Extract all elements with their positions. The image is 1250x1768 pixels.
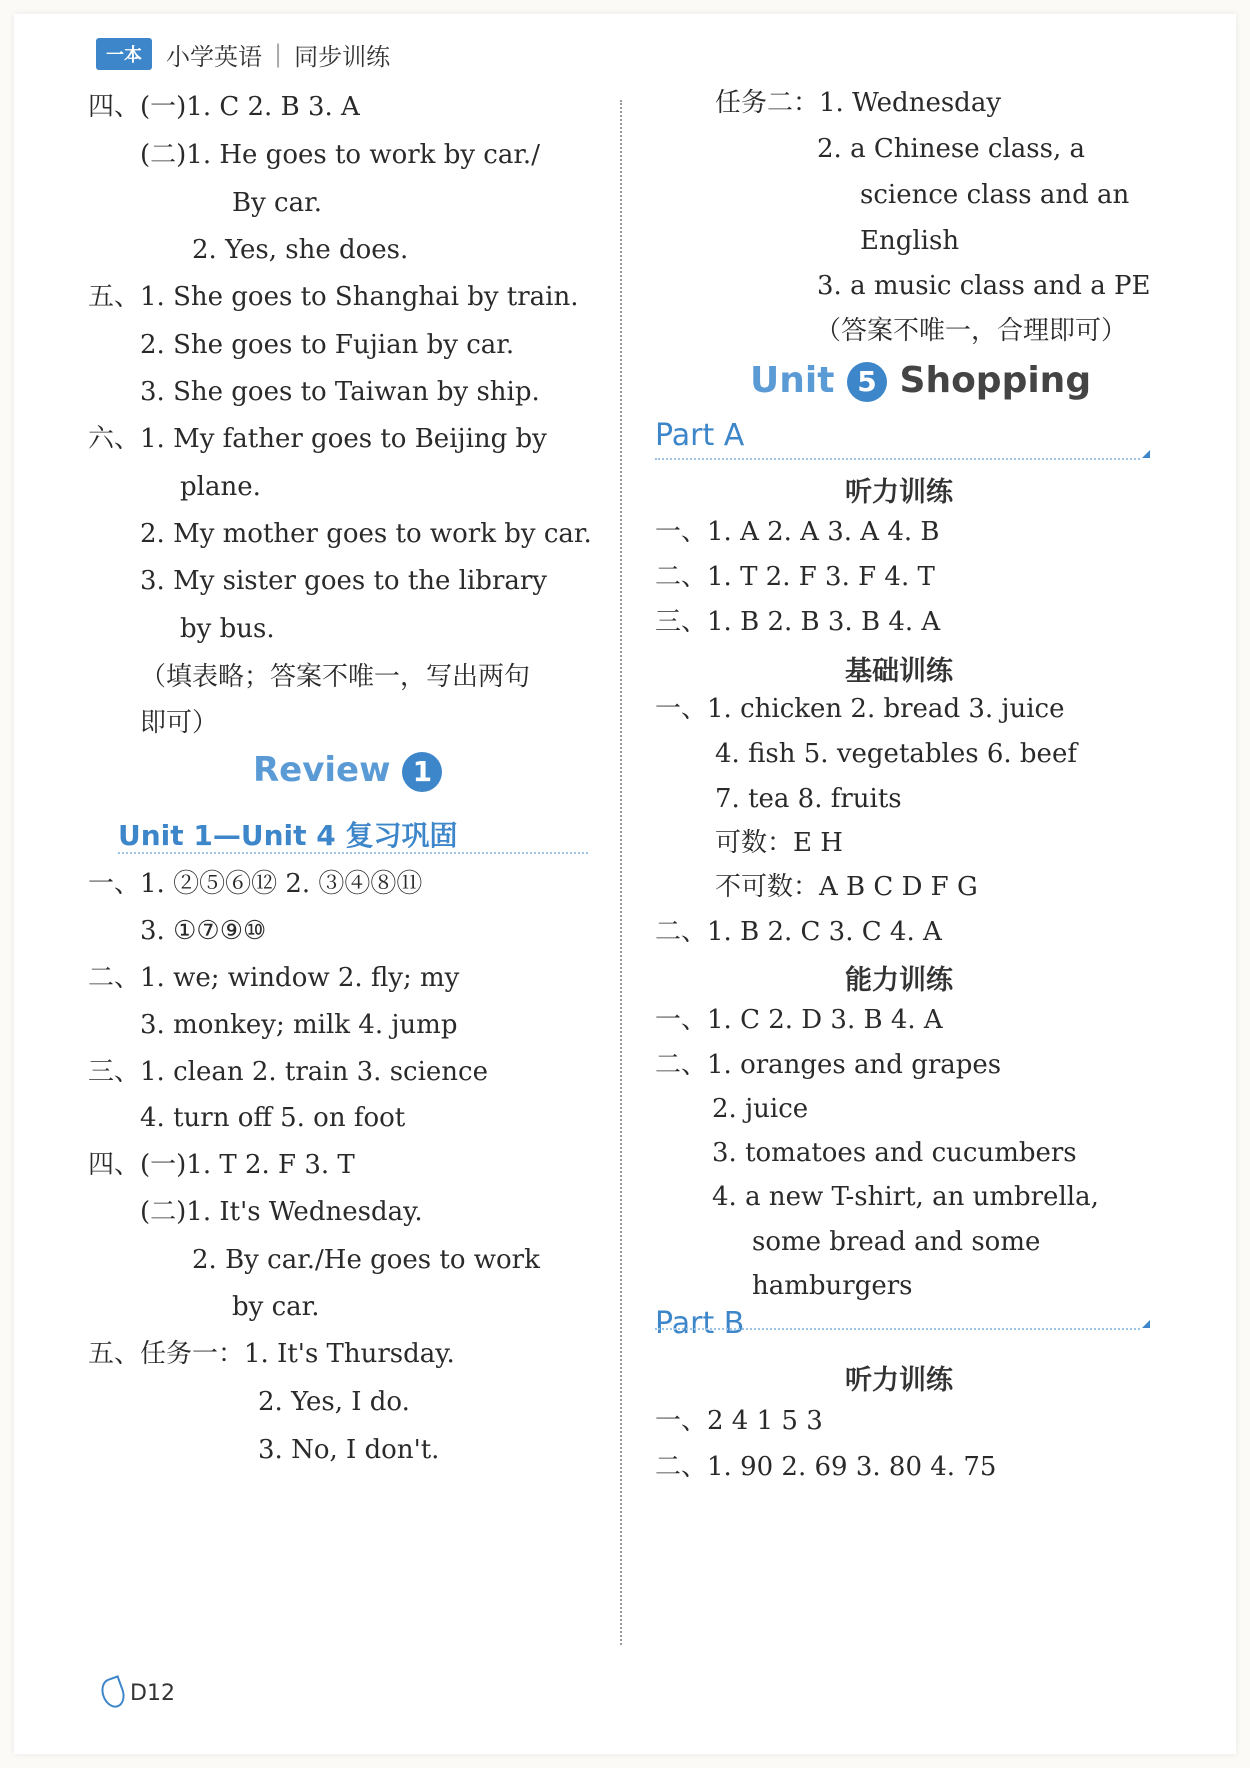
rule-end-marker xyxy=(1142,450,1150,458)
answer-line: 3. tomatoes and cucumbers xyxy=(712,1138,1077,1168)
answer-line: 一、2 4 1 5 3 xyxy=(655,1406,823,1436)
answer-line: 二、1. B 2. C 3. C 4. A xyxy=(655,917,942,947)
unit-number-badge: 5 xyxy=(847,362,887,402)
answer-line: 3. a music class and a PE xyxy=(817,271,1151,301)
answer-line: 3. ①⑦⑨⑩ xyxy=(140,916,267,946)
answer-line: 2. Yes, I do. xyxy=(258,1387,410,1417)
page-header xyxy=(96,36,390,72)
part-a-heading: Part A xyxy=(655,418,745,453)
answer-line: 三、1. B 2. B 3. B 4. A xyxy=(655,607,941,637)
header-separator: | xyxy=(274,40,283,68)
unit-name: Shopping xyxy=(899,360,1092,401)
answer-line: 不可数：A B C D F G xyxy=(715,872,978,902)
answer-note: （填表略；答案不唯一，写出两句 xyxy=(140,662,531,692)
answer-line: (二)1. He goes to work by car./ xyxy=(140,140,540,170)
ability-heading: 能力训练 xyxy=(845,965,953,996)
section-rule xyxy=(655,1328,1140,1330)
answer-line: 2. Yes, she does. xyxy=(192,235,409,265)
answer-line: 3. monkey; milk 4. jump xyxy=(140,1010,458,1040)
answer-line: 二、1. 90 2. 69 3. 80 4. 75 xyxy=(655,1452,997,1482)
part-b-heading: Part B xyxy=(655,1306,745,1341)
answer-line: 二、1. T 2. F 3. F 4. T xyxy=(655,562,935,592)
answer-line: some bread and some xyxy=(752,1227,1041,1257)
unit-label: Unit xyxy=(750,360,835,401)
answer-line: 7. tea 8. fruits xyxy=(715,784,902,814)
publisher-logo: 一本 xyxy=(96,38,152,70)
answer-line: English xyxy=(860,226,960,256)
answer-line: 2. a Chinese class, a xyxy=(817,134,1086,164)
answer-line: 2. By car./He goes to work xyxy=(192,1245,540,1275)
answer-note: 即可） xyxy=(140,708,219,738)
answer-line: 一、1. chicken 2. bread 3. juice xyxy=(655,694,1065,724)
column-divider xyxy=(620,100,622,1645)
answer-line: By car. xyxy=(232,188,322,218)
review-label: Review xyxy=(253,750,391,790)
answer-line: 任务二：1. Wednesday xyxy=(715,88,1002,118)
review-title xyxy=(253,750,442,792)
answer-line: by bus. xyxy=(180,614,275,644)
answer-line: 四、(一)1. C 2. B 3. A xyxy=(88,92,360,122)
answer-line: 3. No, I don't. xyxy=(258,1435,440,1465)
answer-line: science class and an xyxy=(860,180,1130,210)
section-rule xyxy=(118,852,588,854)
answer-line: 2. My mother goes to work by car. xyxy=(140,519,592,549)
subject-label: 小学英语 xyxy=(166,42,262,71)
answer-line: 3. She goes to Taiwan by ship. xyxy=(140,377,540,407)
answer-line: 2. She goes to Fujian by car. xyxy=(140,330,515,360)
answer-line: 2. juice xyxy=(712,1094,809,1124)
review-number-badge: 1 xyxy=(402,752,442,792)
rule-end-marker xyxy=(1142,1320,1150,1328)
answer-line: 4. fish 5. vegetables 6. beef xyxy=(715,739,1077,769)
answer-line: plane. xyxy=(180,472,261,502)
listening-heading-b: 听力训练 xyxy=(845,1365,953,1396)
answer-line: 3. My sister goes to the library xyxy=(140,566,547,596)
unit-title xyxy=(750,360,1091,402)
answer-line: 一、1. A 2. A 3. A 4. B xyxy=(655,517,940,547)
answer-line: 二、1. we; window 2. fly; my xyxy=(88,963,460,993)
section-rule xyxy=(655,458,1140,460)
page-footer xyxy=(102,1678,175,1708)
leaf-icon xyxy=(98,1675,129,1711)
answer-line: 一、1. ②⑤⑥⑫ 2. ③④⑧⑪ xyxy=(88,869,423,899)
answer-note: （答案不唯一，合理即可） xyxy=(815,316,1128,346)
answer-line: 六、1. My father goes to Beijing by xyxy=(88,424,547,454)
answer-line: hamburgers xyxy=(752,1271,913,1301)
answer-line: 五、任务一：1. It's Thursday. xyxy=(88,1339,455,1369)
answer-line: 三、1. clean 2. train 3. science xyxy=(88,1057,488,1087)
review-subtitle: Unit 1—Unit 4 复习巩固 xyxy=(118,819,458,852)
answer-line: by car. xyxy=(232,1292,320,1322)
page-number: D12 xyxy=(130,1680,175,1706)
basic-heading: 基础训练 xyxy=(845,656,953,687)
answer-line: 二、1. oranges and grapes xyxy=(655,1050,1002,1080)
answer-line: 可数：E H xyxy=(715,828,843,858)
listening-heading: 听力训练 xyxy=(845,477,953,508)
series-label: 同步训练 xyxy=(294,42,391,71)
answer-line: 四、(一)1. T 2. F 3. T xyxy=(88,1150,355,1180)
answer-line: 4. a new T-shirt, an umbrella, xyxy=(712,1182,1099,1212)
answer-line: (二)1. It's Wednesday. xyxy=(140,1197,423,1227)
answer-line: 一、1. C 2. D 3. B 4. A xyxy=(655,1005,943,1035)
answer-line: 4. turn off 5. on foot xyxy=(140,1103,406,1133)
answer-line: 五、1. She goes to Shanghai by train. xyxy=(88,282,579,312)
